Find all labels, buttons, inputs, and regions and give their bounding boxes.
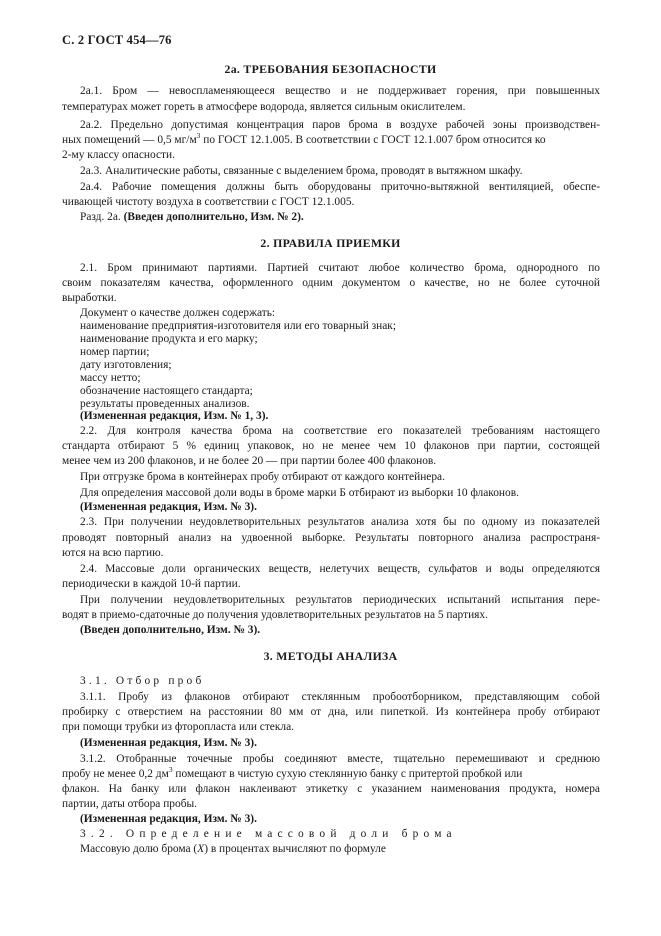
text-line: пробирку с отверстием на расстоянии 80 мм от дна, или пипеткой. Из контейнера пробу отбирают (62, 706, 600, 718)
text-line: Для определения массовой доли воды в броме марки Б отбирают из выборки 10 флаконов. (80, 487, 519, 499)
subsection-title: 3.2. Определение массовой доли брома (80, 828, 457, 840)
text-line (80, 211, 304, 224)
text-fragment: ных помещений — 0,5 мг/м (62, 134, 197, 146)
formula-variable: X (197, 843, 205, 855)
text-fragment: Разд. 2а. (80, 211, 124, 223)
text-line: 2а.2. Предельно допустимая концентрация паров брома в воздухе рабочей зоны производствен- (80, 119, 600, 131)
text-fragment: по ГОСТ 12.1.005. В соответствии с ГОСТ 12.1.007 бром относится ко (200, 134, 546, 146)
subsection-title: 3.1. Отбор проб (80, 675, 205, 687)
text-line: своим показателям качества, оформленного одним документом о качестве, но не более суточной (62, 277, 600, 289)
text-line: При отгрузке брома в контейнерах пробу отбирают от каждого контейнера. (80, 471, 445, 483)
amendment-note: (Измененная редакция, Изм. № 3). (80, 737, 257, 749)
text-line: 2.2. Для контроля качества брома на соответствие его показателей требованиям настоящего (80, 425, 600, 437)
text-line: при помощи трубки из фторопласта или стекла. (62, 721, 294, 733)
section-title-acceptance: 2. ПРАВИЛА ПРИЕМКИ (260, 236, 401, 250)
text-line: менее чем из 200 флаконов, и не более 20 — при партии более 400 флаконов. (62, 455, 437, 467)
text-line: водят в приемо-сдаточные до получения удовлетворительных результатов на 5 партиях. (62, 609, 488, 621)
superscript: 3 (196, 131, 201, 141)
text-line: 2а.1. Бром — невоспламеняющееся вещество и не поддерживает горения, при повышенных (80, 85, 600, 97)
text-line: периодически в каждой 10-й партии. (62, 578, 241, 590)
text-line: флакон. На банку или флакон наклеивают этикетку с указанием наименования продукта, номера (62, 783, 600, 795)
list-item: обозначение настоящего стандарта; (80, 385, 253, 397)
amendment-note: (Введен дополнительно, Изм. № 3). (80, 624, 261, 636)
page-header: С. 2 ГОСТ 454—76 (62, 33, 172, 47)
list-item: номер партии; (80, 346, 150, 358)
text-line: температурах может гореть в атмосфере водорода, является сильным окислителем. (62, 101, 466, 113)
text-line: 3.1.2. Отобранные точечные пробы соединяют вместе, тщательно перемешивают и среднюю (80, 753, 600, 765)
list-item: массу нетто; (80, 372, 141, 384)
text-line: 2-му классу опасности. (62, 149, 175, 161)
text-line: выработки. (62, 292, 117, 304)
text-line: 2а.3. Аналитические работы, связанные с выделением брома, проводят в вытяжном шкафу. (80, 165, 523, 177)
text-line: чивающей чистоту воздуха в соответствии с ГОСТ 12.1.005. (62, 196, 355, 208)
text-line: 2.1. Бром принимают партиями. Партией считают любое количество брома, однородного по (80, 262, 600, 274)
list-item: дату изготовления; (80, 359, 172, 371)
text-fragment: помещают в чистую сухую стеклянную банку с притертой пробкой или (172, 768, 523, 780)
section-title-safety: 2а. ТРЕБОВАНИЯ БЕЗОПАСНОСТИ (224, 62, 437, 76)
text-line: ются на всю партию. (62, 547, 164, 559)
amendment-note: (Введен дополнительно, Изм. № 2). (123, 211, 304, 223)
text-line: Документ о качестве должен содержать: (80, 307, 276, 319)
text-fragment: Массовую долю брома ( (80, 843, 198, 855)
amendment-note: (Измененная редакция, Изм. № 3). (80, 501, 257, 513)
amendment-note: (Измененная редакция, Изм. № 1, 3). (80, 410, 269, 422)
text-line: При получении неудовлетворительных результатов периодических испытаний испытания пере- (80, 594, 600, 606)
text-line: 3.1.1. Пробу из флаконов отбирают стеклянным пробоотборником, представляющим собой (80, 691, 600, 703)
list-item: наименование предприятия-изготовителя или его товарный знак; (80, 320, 396, 332)
text-fragment: ) в процентах вычисляют по формуле (204, 843, 386, 855)
amendment-note: (Измененная редакция, Изм. № 3). (80, 813, 257, 825)
text-line (80, 843, 386, 856)
text-line: 2.3. При получении неудовлетворительных результатов анализа хотя бы по одному из показателей (80, 516, 600, 528)
list-item: результаты проведенных анализов. (80, 398, 250, 410)
list-item: наименование продукта и его марку; (80, 333, 258, 345)
text-line: партии, даты отбора пробы. (62, 798, 197, 810)
text-line: 2.4. Массовые доли органических веществ, нелетучих веществ, сульфатов и воды определяются (80, 563, 600, 575)
text-line: стандарта отбирают 5 % единиц упаковок, но не менее чем 10 флаконов при партии, состоящей (62, 440, 600, 452)
section-title-methods: 3. МЕТОДЫ АНАЛИЗА (263, 649, 398, 663)
text-line: проводят повторный анализ на удвоенной выборке. Результаты повторного анализа распространя- (62, 532, 600, 544)
text-line: 2а.4. Рабочие помещения должны быть оборудованы приточно-вытяжной вентиляцией, обеспе- (80, 181, 600, 193)
superscript: 3 (168, 765, 173, 775)
text-fragment: пробу не менее 0,2 дм (62, 768, 169, 780)
text-line (62, 765, 600, 781)
text-line (62, 131, 600, 147)
